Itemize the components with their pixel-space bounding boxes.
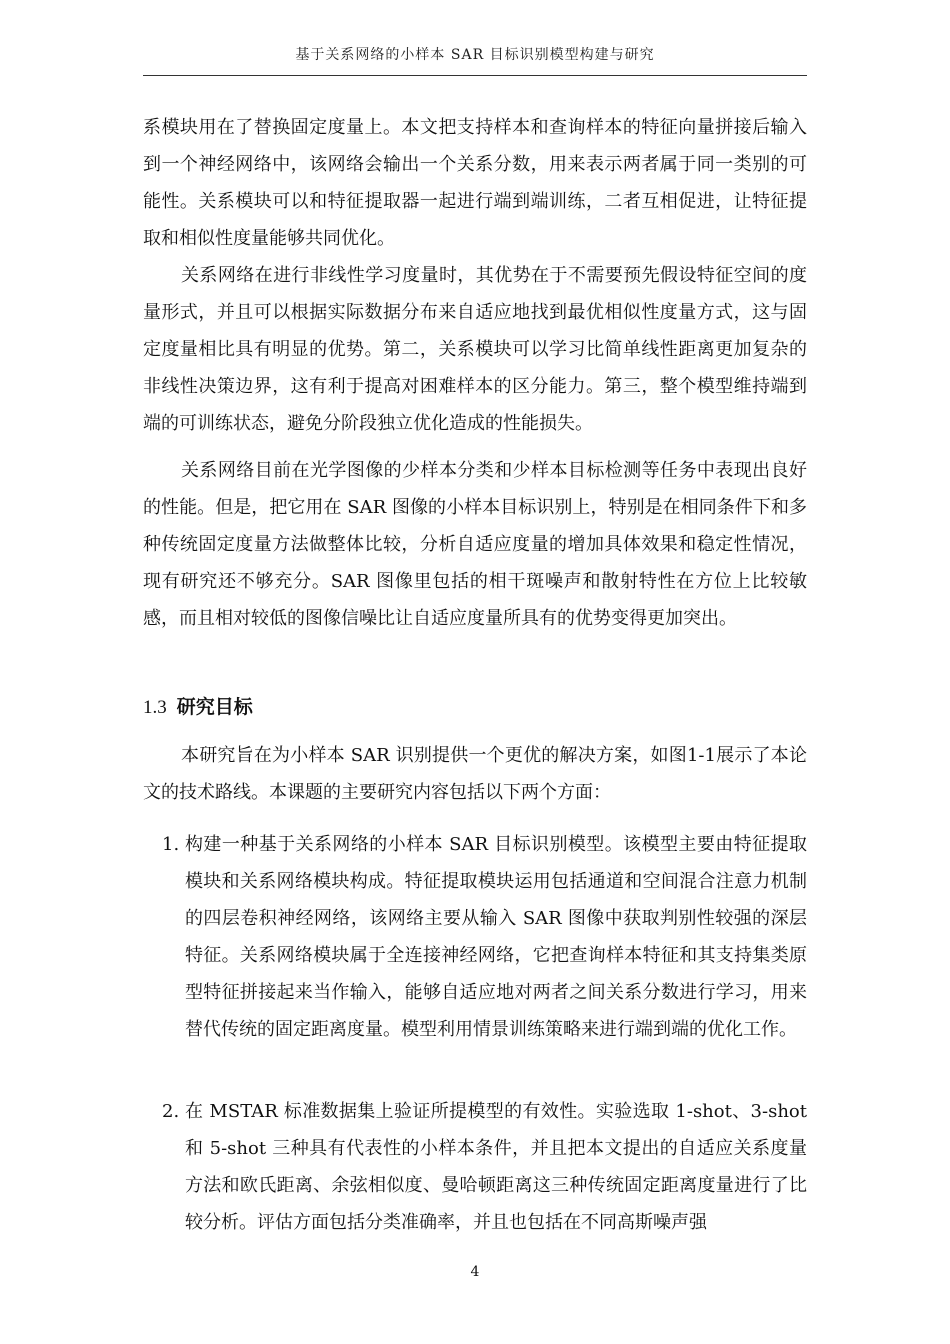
running-header: 基于关系网络的小样本 SAR 目标识别模型构建与研究 [295,47,655,63]
paragraph-objectives-intro: 本研究旨在为小样本 SAR 识别提供一个更优的解决方案，如图1-1展示了本论文的技术路线。本课题的主要研究内容包括以下两个方面： [143,745,807,803]
list-item-number: 1. [162,834,180,855]
list-item [162,1093,807,1241]
list-item-text: 构建一种基于关系网络的小样本 SAR 目标识别模型。该模型主要由特征提取模块和关系网络模块构成。特征提取模块运用包括通道和空间混合注意力机制的四层卷积神经网络，该网络主要从输入 SAR 图像中获取判别性较强的深层特征。关系网络模块属于全连接神经网络，它把查询样本特征和其支持集类原型特征拼接起来当作输入，能够自适应地对两者之间关系分数进行学习，用来替代传统的固定距离度量。模型利用情景训练策略来进行端到端的优化工作。 [185,834,807,1040]
list-item [162,826,807,1048]
paragraph-relation-module: 系模块用在了替换固定度量上。本文把支持样本和查询样本的特征向量拼接后输入到一个神经网络中，该网络会输出一个关系分数，用来表示两者属于同一类别的可能性。关系模块可以和特征提取器一起进行端到端训练，二者互相促进，让特征提取和相似性度量能够共同优化。 [143,117,807,249]
section-number: 1.3 [143,697,167,718]
list-item-number: 2. [162,1101,180,1122]
list-item-text: 在 MSTAR 标准数据集上验证所提模型的有效性。实验选取 1-shot、3-shot 和 5-shot 三种具有代表性的小样本条件，并且把本文提出的自适应关系度量方法和欧氏距离、余弦相似度、曼哈顿距离这三种传统固定距离度量进行了比较分析。评估方面包括分类准确率，并且也包括在不同高斯噪声强 [185,1101,807,1233]
header-rule [143,75,807,76]
paragraph-relation-advantages: 关系网络在进行非线性学习度量时，其优势在于不需要预先假设特征空间的度量形式，并且可以根据实际数据分布来自适应地找到最优相似性度量方式，这与固定度量相比具有明显的优势。第二，关系模块可以学习比简单线性距离更加复杂的非线性决策边界，这有利于提高对困难样本的区分能力。第三，整个模型维持端到端的可训练状态，避免分阶段独立优化造成的性能损失。 [143,265,807,434]
section-title: 研究目标 [176,696,253,718]
paragraph-research-gap: 关系网络目前在光学图像的少样本分类和少样本目标检测等任务中表现出良好的性能。但是，把它用在 SAR 图像的小样本目标识别上，特别是在相同条件下和多种传统固定度量方法做整体比较，分析自适应度量的增加具体效果和稳定性情况，现有研究还不够充分。SAR 图像里包括的相干斑噪声和散射特性在方位上比较敏感，而且相对较低的图像信噪比让自适应度量所具有的优势变得更加突出。 [143,460,807,629]
page-number: 4 [470,1264,480,1280]
section-heading [143,692,253,719]
